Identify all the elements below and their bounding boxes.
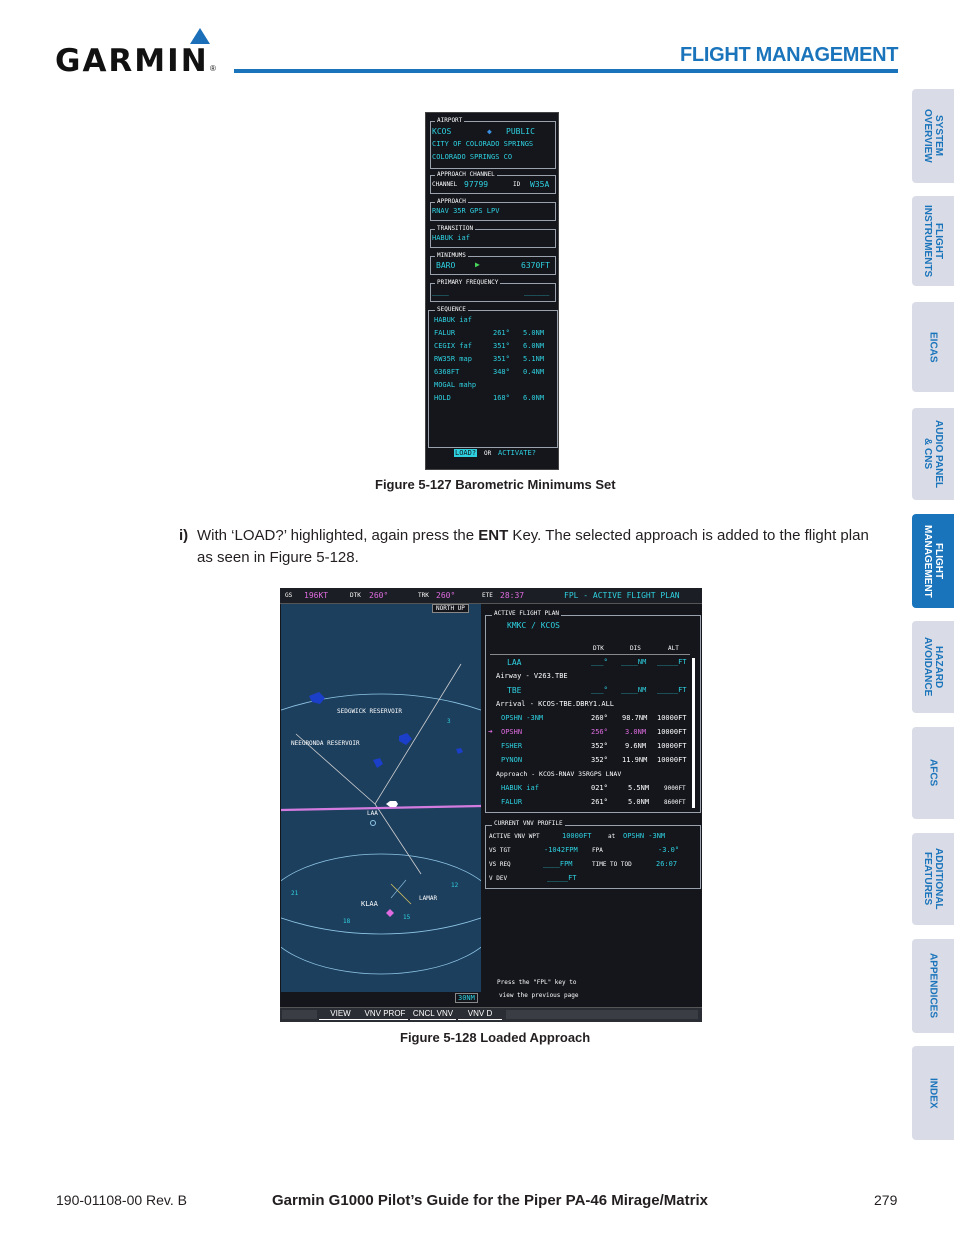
sequence-label: SEQUENCE — [437, 306, 466, 313]
fpl-row-dtk: 256° — [591, 728, 608, 736]
doc-number: 190-01108-00 Rev. B — [56, 1192, 188, 1208]
fpl-row-dis: ____NM — [621, 686, 647, 694]
map-compass-21: 21 — [291, 890, 299, 897]
fpl-row-alt: 9000FT — [664, 785, 686, 792]
map-compass-15: 15 — [403, 914, 411, 921]
header-rule — [234, 69, 898, 73]
fpl-row-dis: 98.7NM — [622, 714, 648, 722]
tab-flight-management[interactable]: FLIGHT MANAGEMENT — [912, 514, 954, 608]
tab-audio-panel-cns[interactable]: AUDIO PANEL & CNS — [912, 408, 954, 500]
vnv-active-waypoint: OPSHN -3NM — [623, 832, 666, 840]
tab-additional-features[interactable]: ADDITIONAL FEATURES — [912, 833, 954, 925]
map-label-laa: LAA — [367, 810, 378, 817]
sequence-waypoint: HOLD — [434, 394, 451, 402]
airport-diamond-icon: ◆ — [487, 127, 492, 136]
approach-label: APPROACH — [437, 198, 466, 205]
guide-title: Garmin G1000 Pilot’s Guide for the Piper PA-46 Mirage/Matrix — [272, 1192, 708, 1209]
fpl-row-name-active[interactable]: OPSHN — [501, 728, 523, 736]
tab-afcs[interactable]: AFCS — [912, 727, 954, 819]
fpl-row-alt: 10000FT — [657, 728, 687, 736]
frequency-left: ____ — [432, 288, 449, 296]
page-title: FPL - ACTIVE FLIGHT PLAN — [564, 591, 680, 600]
fpl-leg-header: Airway - V263.TBE — [496, 672, 568, 680]
sequence-waypoint: HABUK iaf — [434, 316, 472, 324]
sequence-distance: 5.1NM — [523, 355, 545, 363]
map-label-neegronda: NEEGRONDA RESERVOIR — [291, 740, 360, 747]
fpl-row-dtk: ___° — [591, 686, 608, 694]
tab-index[interactable]: INDEX — [912, 1046, 954, 1140]
vnv-profile-label: CURRENT VNV PROFILE — [494, 820, 563, 827]
fpl-row-alt: _____FT — [657, 686, 687, 694]
map-label-lamar: LAMAR — [419, 895, 438, 902]
or-label: OR — [484, 450, 492, 457]
north-up-indicator[interactable]: NORTH UP — [432, 604, 469, 613]
fpl-row-alt: _____FT — [657, 658, 687, 666]
softkey-cncl-vnv[interactable]: CNCL VNV — [412, 1009, 454, 1018]
vs-required-value: ____FPM — [543, 860, 573, 868]
time-to-tod-value: 26:07 — [656, 860, 678, 868]
route-label: KMKC / KCOS — [507, 621, 560, 630]
airport-city: COLORADO SPRINGS CO — [432, 153, 513, 161]
channel-value[interactable]: 97799 — [464, 180, 489, 189]
fpl-row-name[interactable]: PYNON — [501, 756, 523, 764]
tab-flight-instruments[interactable]: FLIGHT INSTRUMENTS — [912, 196, 954, 286]
gs-key: GS — [285, 592, 293, 599]
approach-value[interactable]: RNAV 35R GPS LPV — [432, 207, 500, 215]
map-label-klaa: KLAA — [361, 900, 378, 908]
fpl-row-dtk: 260° — [591, 714, 608, 722]
aircraft-icon — [386, 801, 398, 807]
airport-type: PUBLIC — [506, 127, 535, 136]
channel-key: CHANNEL — [432, 181, 458, 188]
column-divider — [490, 654, 690, 655]
sequence-distance: 6.0NM — [523, 394, 545, 402]
map-graphics — [281, 604, 481, 992]
softkey-view[interactable]: VIEW — [330, 1009, 351, 1018]
ete-key: ETE — [482, 592, 493, 599]
tab-system-overview[interactable]: SYSTEM OVERVIEW — [912, 89, 954, 183]
vs-target-key: VS TGT — [489, 847, 511, 854]
vnv-active-altitude: 10000FT — [562, 832, 592, 840]
fpl-row-name[interactable]: LAA — [507, 658, 522, 667]
fpl-row-dtk: 352° — [591, 742, 608, 750]
fpl-row-alt: 8600FT — [664, 799, 686, 806]
sequence-waypoint: CEGIX faf — [434, 342, 472, 350]
softkey-inactive-group — [506, 1010, 698, 1019]
fpl-row-dis: 9.6NM — [625, 742, 647, 750]
step-text: With ‘LOAD?’ highlighted, again press the ENT Key. The selected approach is added to the flight plan as seen in Figure 5-128. — [197, 527, 869, 566]
sequence-course: 351° — [493, 355, 510, 363]
sequence-distance: 6.0NM — [523, 342, 545, 350]
fpl-leg-header: Arrival - KCOS-TBE.DBRY1.ALL — [496, 700, 615, 708]
sequence-distance: 0.4NM — [523, 368, 545, 376]
klaa-airport-icon — [386, 909, 394, 917]
fpl-leg-header: Approach - KCOS-RNAV 35RGPS LNAV — [496, 770, 622, 778]
fpl-row-dis: 3.0NM — [625, 728, 647, 736]
tab-hazard-avoidance[interactable]: HAZARD AVOIDANCE — [912, 621, 954, 713]
airport-name: CITY OF COLORADO SPRINGS — [432, 140, 534, 148]
sequence-distance: 5.0NM — [523, 329, 545, 337]
ete-value: 28:37 — [500, 591, 525, 600]
fpl-row-dis: 11.9NM — [622, 756, 648, 764]
flight-plan-scrollbar[interactable] — [692, 658, 695, 808]
hint-line-1: Press the "FPL" key to — [497, 979, 577, 986]
fpl-row-dis: 5.0NM — [628, 798, 650, 806]
navigation-map[interactable] — [281, 604, 481, 992]
registered-mark: ® — [210, 64, 216, 73]
active-leg-arrow-icon: ➔ — [488, 727, 493, 736]
fpl-row-dis: ____NM — [621, 658, 647, 666]
fpl-row-alt: 10000FT — [657, 742, 687, 750]
figure-127-caption: Figure 5-127 Barometric Minimums Set — [375, 477, 616, 492]
trk-key: TRK — [418, 592, 429, 599]
active-flight-plan-label: ACTIVE FLIGHT PLAN — [494, 610, 560, 617]
softkey-empty[interactable] — [282, 1010, 317, 1019]
id-key: ID — [513, 181, 521, 188]
sequence-waypoint: 6368FT — [434, 368, 460, 376]
dtk-value: 260° — [369, 591, 389, 600]
fpl-row-name[interactable]: FALUR — [501, 798, 523, 806]
fpl-row-dtk: 021° — [591, 784, 608, 792]
vs-target-value: -1042FPM — [544, 846, 578, 854]
fpl-row-dtk: ___° — [591, 658, 608, 666]
airport-label: AIRPORT — [437, 117, 463, 124]
activate-button[interactable]: ACTIVATE? — [498, 449, 536, 457]
channel-label: APPROACH CHANNEL — [437, 171, 495, 178]
section-title: FLIGHT MANAGEMENT — [680, 44, 899, 66]
garmin-delta-icon — [190, 28, 210, 44]
frequency-right: ______ — [524, 288, 550, 296]
map-compass-3: 3 — [447, 718, 451, 725]
fpl-row-alt: 10000FT — [657, 756, 687, 764]
tab-appendices[interactable]: APPENDICES — [912, 939, 954, 1033]
vnv-active-key: ACTIVE VNV WPT — [489, 833, 540, 840]
figure-128-caption: Figure 5-128 Loaded Approach — [400, 1030, 591, 1045]
sequence-waypoint: MOGAL mahp — [434, 381, 477, 389]
approach-selection-window — [425, 112, 559, 470]
fpl-row-alt: 10000FT — [657, 714, 687, 722]
fpl-row-dtk: 261° — [591, 798, 608, 806]
column-dis: DIS — [630, 645, 641, 652]
frequency-label: PRIMARY FREQUENCY — [437, 279, 499, 286]
fpl-row-dis: 5.5NM — [628, 784, 650, 792]
fpl-row-name[interactable]: FSHER — [501, 742, 523, 750]
tab-eicas[interactable]: EICAS — [912, 302, 954, 392]
sequence-course: 351° — [493, 342, 510, 350]
fpa-key: FPA — [592, 847, 603, 854]
gs-value: 196KT — [304, 591, 329, 600]
step-marker: i) — [179, 527, 189, 544]
mfd-active-flight-plan-screen — [280, 588, 702, 1021]
map-range[interactable]: 30NM — [455, 993, 478, 1003]
sequence-waypoint: RW35R map — [434, 355, 472, 363]
softkey-vnv-direct-to[interactable]: VNV D — [467, 1009, 493, 1018]
fpl-row-name[interactable]: HABUK iaf — [501, 784, 539, 792]
map-compass-18: 18 — [343, 918, 351, 925]
id-value: W35A — [530, 180, 550, 189]
load-button[interactable]: LOAD? — [455, 449, 477, 457]
transition-label: TRANSITION — [437, 225, 474, 232]
garmin-logo: GARMIN — [55, 43, 209, 79]
column-dtk: DTK — [593, 645, 604, 652]
minimums-label: MINIMUMS — [437, 252, 466, 259]
hint-line-2: view the previous page — [499, 992, 579, 999]
transition-value[interactable]: HABUK iaf — [432, 234, 470, 242]
minimums-arrow-icon: ▶ — [475, 260, 480, 269]
ent-key: ENT — [478, 527, 509, 544]
sequence-course: 261° — [493, 329, 510, 337]
fpl-row-dtk: 352° — [591, 756, 608, 764]
time-to-tod-key: TIME TO TOD — [592, 861, 632, 868]
minimums-type[interactable]: BARO — [436, 261, 456, 270]
vertical-deviation-value: _____FT — [547, 874, 577, 882]
minimums-value[interactable]: 6370FT — [521, 261, 550, 270]
fpa-value: -3.0° — [658, 846, 680, 854]
column-alt: ALT — [668, 645, 679, 652]
page-number: 279 — [874, 1192, 898, 1208]
sequence-course: 348° — [493, 368, 510, 376]
sequence-waypoint: FALUR — [434, 329, 456, 337]
sequence-course: 168° — [493, 394, 510, 402]
map-label-sedgwick: SEDGWICK RESERVOIR — [337, 708, 403, 715]
vnv-at-label: at — [608, 833, 616, 840]
vs-required-key: VS REQ — [489, 861, 511, 868]
fpl-row-name[interactable]: OPSHN -3NM — [501, 714, 544, 722]
vertical-deviation-key: V DEV — [489, 875, 508, 882]
trk-value: 260° — [436, 591, 456, 600]
fpl-row-name[interactable]: TBE — [507, 686, 522, 695]
softkey-vnv-prof[interactable]: VNV PROF — [364, 1009, 406, 1018]
dtk-key: DTK — [350, 592, 361, 599]
airport-id[interactable]: KCOS — [432, 127, 452, 136]
map-compass-12: 12 — [451, 882, 459, 889]
